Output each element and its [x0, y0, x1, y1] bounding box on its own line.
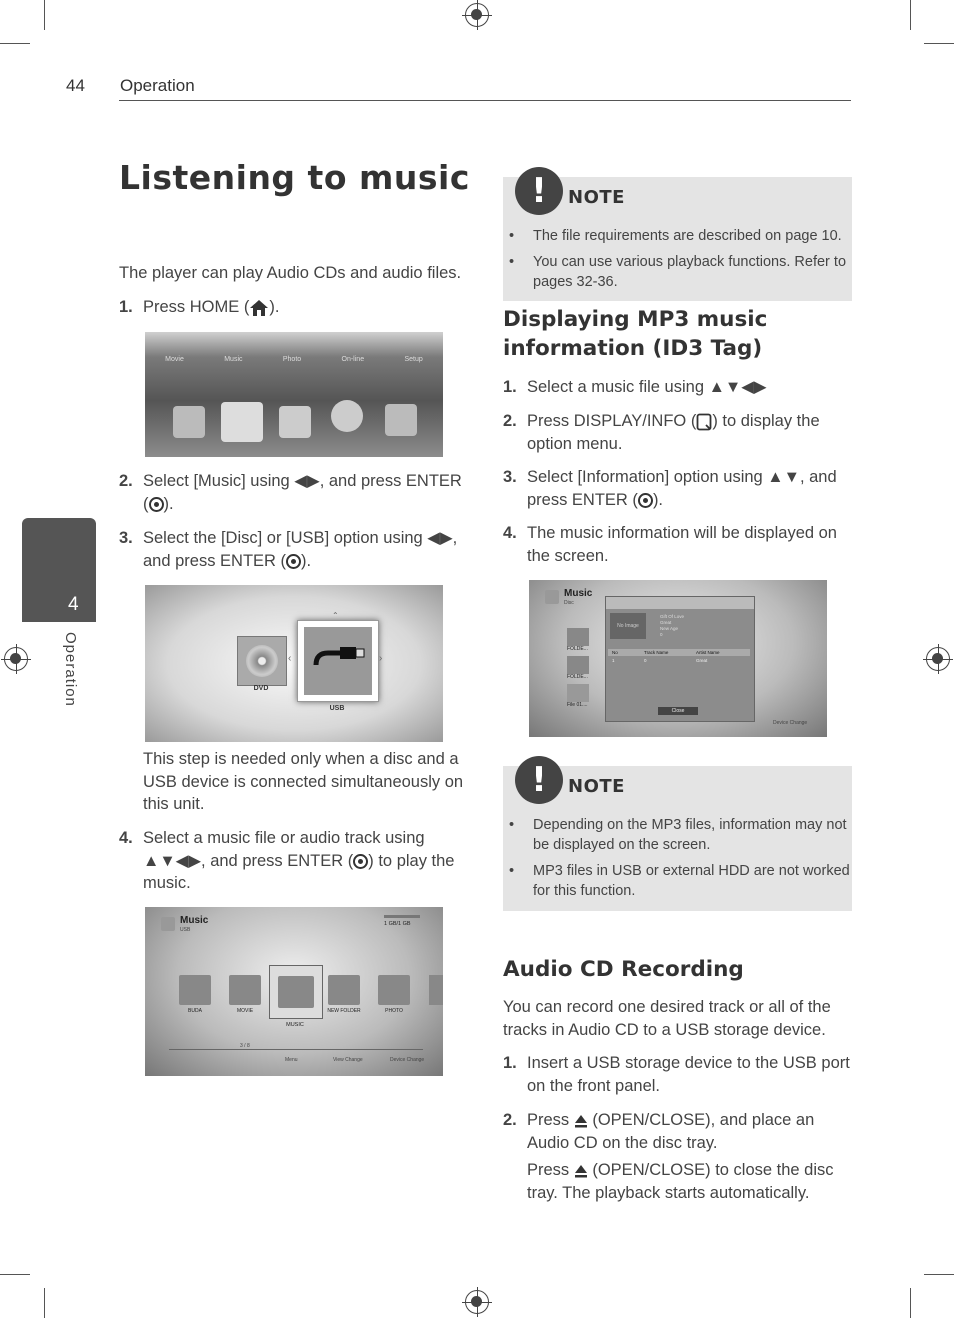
enter-icon — [149, 497, 164, 512]
note-title: NOTE — [568, 187, 625, 208]
section-heading-cd: Audio CD Recording — [503, 957, 744, 982]
movie-icon — [173, 406, 205, 438]
page-title: Listening to music — [119, 158, 470, 197]
table-row: 1 0 Great — [612, 658, 708, 663]
home-menu-screenshot — [145, 332, 443, 457]
music-icon — [221, 402, 263, 442]
music-app-icon — [545, 590, 559, 604]
dvd-icon — [237, 636, 287, 686]
enter-icon — [286, 554, 301, 569]
home-menu-labels: Movie Music Photo On-line Setup — [165, 356, 423, 363]
enter-icon — [353, 854, 368, 869]
folder-label: NEW FOLDER — [327, 1008, 361, 1014]
enter-icon — [638, 493, 653, 508]
device-select-screenshot — [145, 585, 443, 742]
photo-icon — [279, 406, 311, 438]
folder-label: BUDA — [188, 1008, 202, 1014]
music-file-icon — [567, 684, 589, 702]
cd-step-2-extra: Press (OPEN/CLOSE) to close the disc tray. The playback starts automatically. — [527, 1161, 834, 1202]
chapter-number: 4 — [68, 594, 79, 615]
hint-view-change: View Change — [333, 1057, 363, 1063]
note-title: NOTE — [568, 776, 625, 797]
folder-label: FOLDE... — [567, 646, 588, 652]
file-label: File 01.... — [567, 702, 588, 708]
exclamation-icon: ! — [515, 756, 563, 804]
note-box: ! NOTE • Depending on the MP3 files, information may not be displayed on the screen. • MP3 files in USB or external HDD are not worked for this function. — [503, 766, 852, 911]
online-icon — [331, 400, 363, 432]
note-box: ! NOTE • The file requirements are described on page 10. • You can use various playback functions. Refer to pages 32-36. — [503, 177, 852, 301]
registration-mark-icon — [926, 647, 950, 671]
usb-tile — [297, 620, 379, 702]
music-info-screenshot — [529, 580, 827, 737]
home-icon — [249, 299, 269, 317]
dvd-label: DVD — [253, 685, 269, 692]
registration-mark-icon — [465, 1290, 489, 1314]
running-header: Operation — [120, 76, 195, 95]
registration-mark-icon — [465, 3, 489, 27]
exclamation-icon: ! — [515, 167, 563, 215]
album-art-placeholder: No Image — [610, 613, 646, 639]
chevron-up-icon: ⌃ — [332, 611, 339, 620]
hint-device-change: Device Change — [390, 1057, 425, 1063]
table-header: No Track Name Artist Name — [608, 649, 750, 656]
chapter-label: Operation — [62, 632, 79, 707]
page-number: 44 — [66, 76, 85, 95]
close-button[interactable]: Close — [658, 707, 698, 715]
intro-text: The player can play Audio CDs and audio files. — [119, 264, 462, 282]
screen-title: Music — [180, 915, 209, 926]
screen-subtitle: Disc — [564, 600, 574, 606]
folder-icon — [229, 975, 261, 1005]
registration-mark-icon — [4, 647, 28, 671]
step3-note: This step is needed only when a disc and a USB device is connected simultaneously on this unit. — [143, 750, 464, 813]
eject-icon — [574, 1164, 588, 1178]
usb-icon — [312, 643, 366, 673]
page-indicator: 3 / 8 — [240, 1043, 250, 1049]
screen-title: Music — [564, 588, 593, 599]
eject-icon — [574, 1114, 588, 1128]
capacity-text: 1 GB/1 GB — [384, 921, 411, 927]
header-rule — [119, 100, 851, 101]
cd-intro: You can record one desired track or all of the tracks in Audio CD to a USB storage device. — [503, 998, 831, 1039]
info-dialog — [605, 596, 755, 722]
section-heading-mp3: Displaying MP3 music information (ID3 Tag) — [503, 307, 768, 361]
chevron-right-icon: › — [379, 653, 383, 664]
folder-icon — [179, 975, 211, 1005]
selected-folder-label: MUSIC — [286, 1022, 304, 1028]
hint-device-change: Device Change — [773, 720, 808, 726]
folder-label: PHOTO — [385, 1008, 403, 1014]
hint-menu: Menu — [285, 1057, 298, 1063]
chevron-left-icon: ‹ — [288, 653, 292, 664]
capacity-bar — [384, 915, 420, 918]
folder-label: MOVIE — [236, 1008, 254, 1014]
folder-icon — [429, 975, 443, 1005]
id3-fields: Gift Of Love Great New Age 0 — [660, 614, 685, 637]
music-app-icon — [161, 917, 175, 931]
music-browser-screenshot — [145, 907, 443, 1076]
setup-icon — [385, 404, 417, 436]
scroll-track — [169, 1049, 423, 1050]
folder-icon — [378, 975, 410, 1005]
usb-label: USB — [329, 705, 345, 712]
folder-label: FOLDE... — [567, 674, 588, 680]
info-dialog-header — [606, 597, 754, 609]
folder-icon — [567, 628, 589, 646]
folder-icon — [328, 975, 360, 1005]
screen-subtitle: USB — [180, 927, 191, 933]
folder-icon — [567, 656, 589, 674]
display-info-icon — [696, 413, 712, 431]
selected-folder-icon — [269, 965, 323, 1019]
